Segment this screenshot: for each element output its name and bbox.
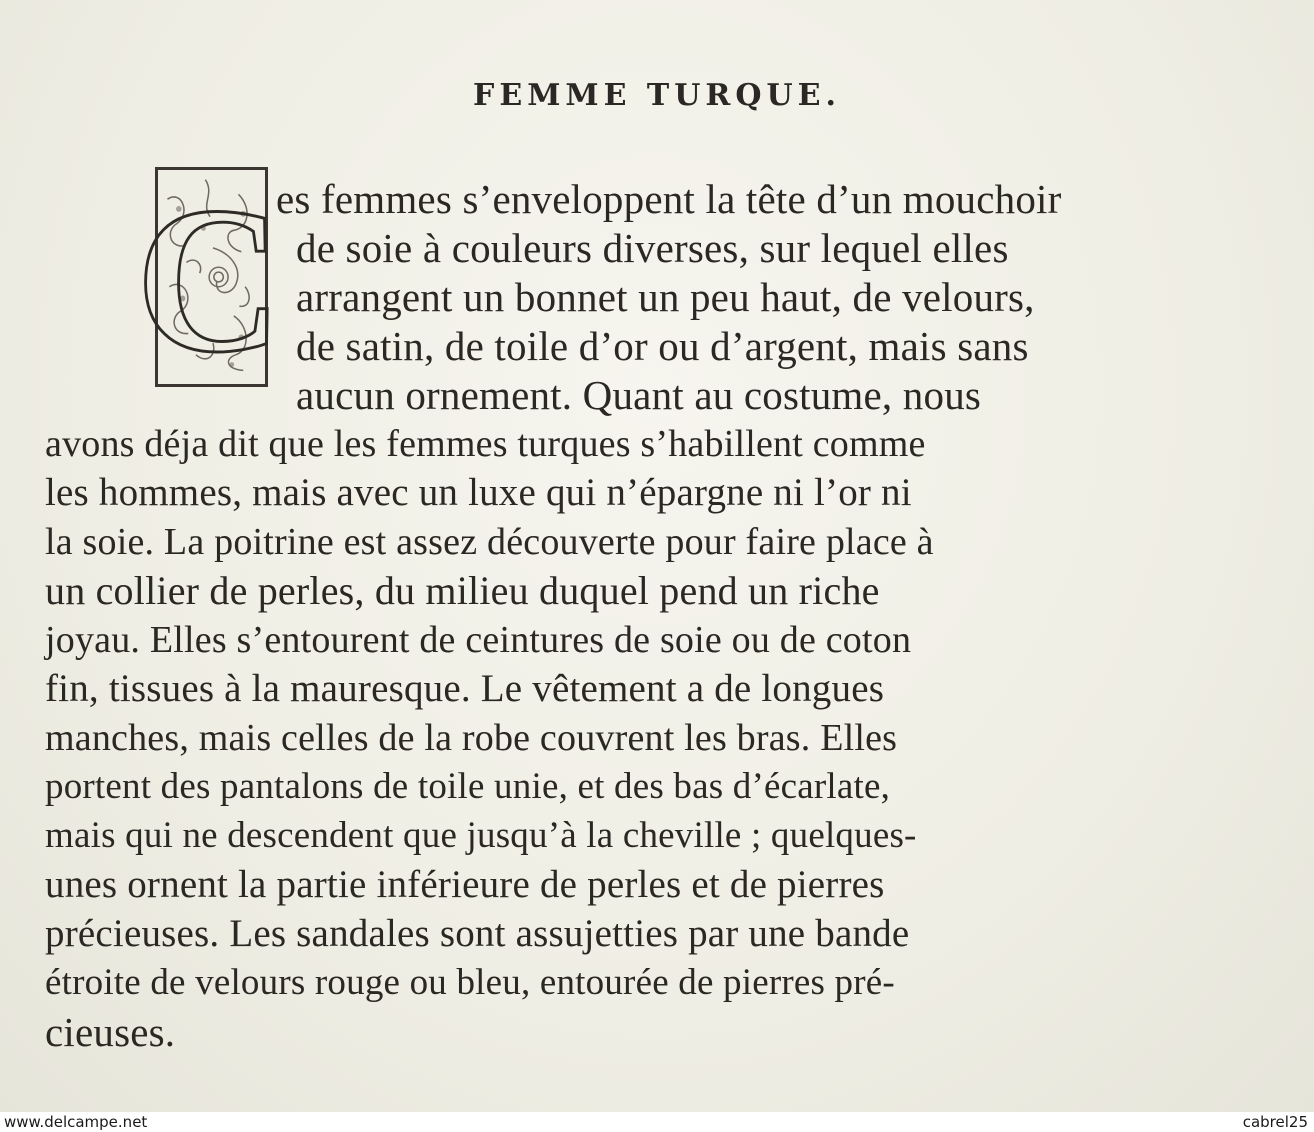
text-line: étroite de velours rouge ou bleu, entourée de pierres pré- [45,962,895,1003]
text-line: es femmes s’enveloppent la tête d’un mouchoir [276,176,1062,222]
ornate-dropcap-c-icon [135,163,283,396]
text-line: fin, tissues à la mauresque. Le vêtement a de longues [45,667,885,710]
text-line: arrangent un bonnet un peu haut, de velours, [296,274,1035,320]
ornate-dropcap [135,163,283,396]
page-title: FEMME TURQUE. [473,78,841,113]
text-line: mais qui ne descendent que jusqu’à la cheville ; quelques- [45,815,917,856]
text-line: précieuses. Les sandales sont assujetties par une bande [45,912,910,955]
text-line: de satin, de toile d’or ou d’argent, mais sans [296,323,1029,369]
text-line: cieuses. [45,1009,176,1055]
watermark-strip [0,1112,1314,1132]
text-line: unes ornent la partie inférieure de perles et de pierres [45,863,885,906]
text-line: la soie. La poitrine est assez découverte pour faire place à [45,521,934,563]
text-line: de soie à couleurs diverses, sur lequel elles [296,225,1009,271]
seller-name: cabrel25 [1242,1113,1308,1131]
text-line: joyau. Elles s’entourent de ceintures de soie ou de coton [45,619,912,661]
text-line: avons déja dit que les femmes turques s’habillent comme [45,423,926,465]
site-url: www.delcampe.net [4,1113,148,1131]
text-line: aucun ornement. Quant au costume, nous [296,372,982,418]
svg-text:C: C [135,163,283,396]
text-line: un collier de perles, du milieu duquel pend un riche [45,568,880,613]
text-line: les hommes, mais avec un luxe qui n’épargne ni l’or ni [45,471,912,514]
text-line: manches, mais celles de la robe couvrent les bras. Elles [45,717,898,759]
text-line: portent des pantalons de toile unie, et des bas d’écarlate, [45,766,891,807]
